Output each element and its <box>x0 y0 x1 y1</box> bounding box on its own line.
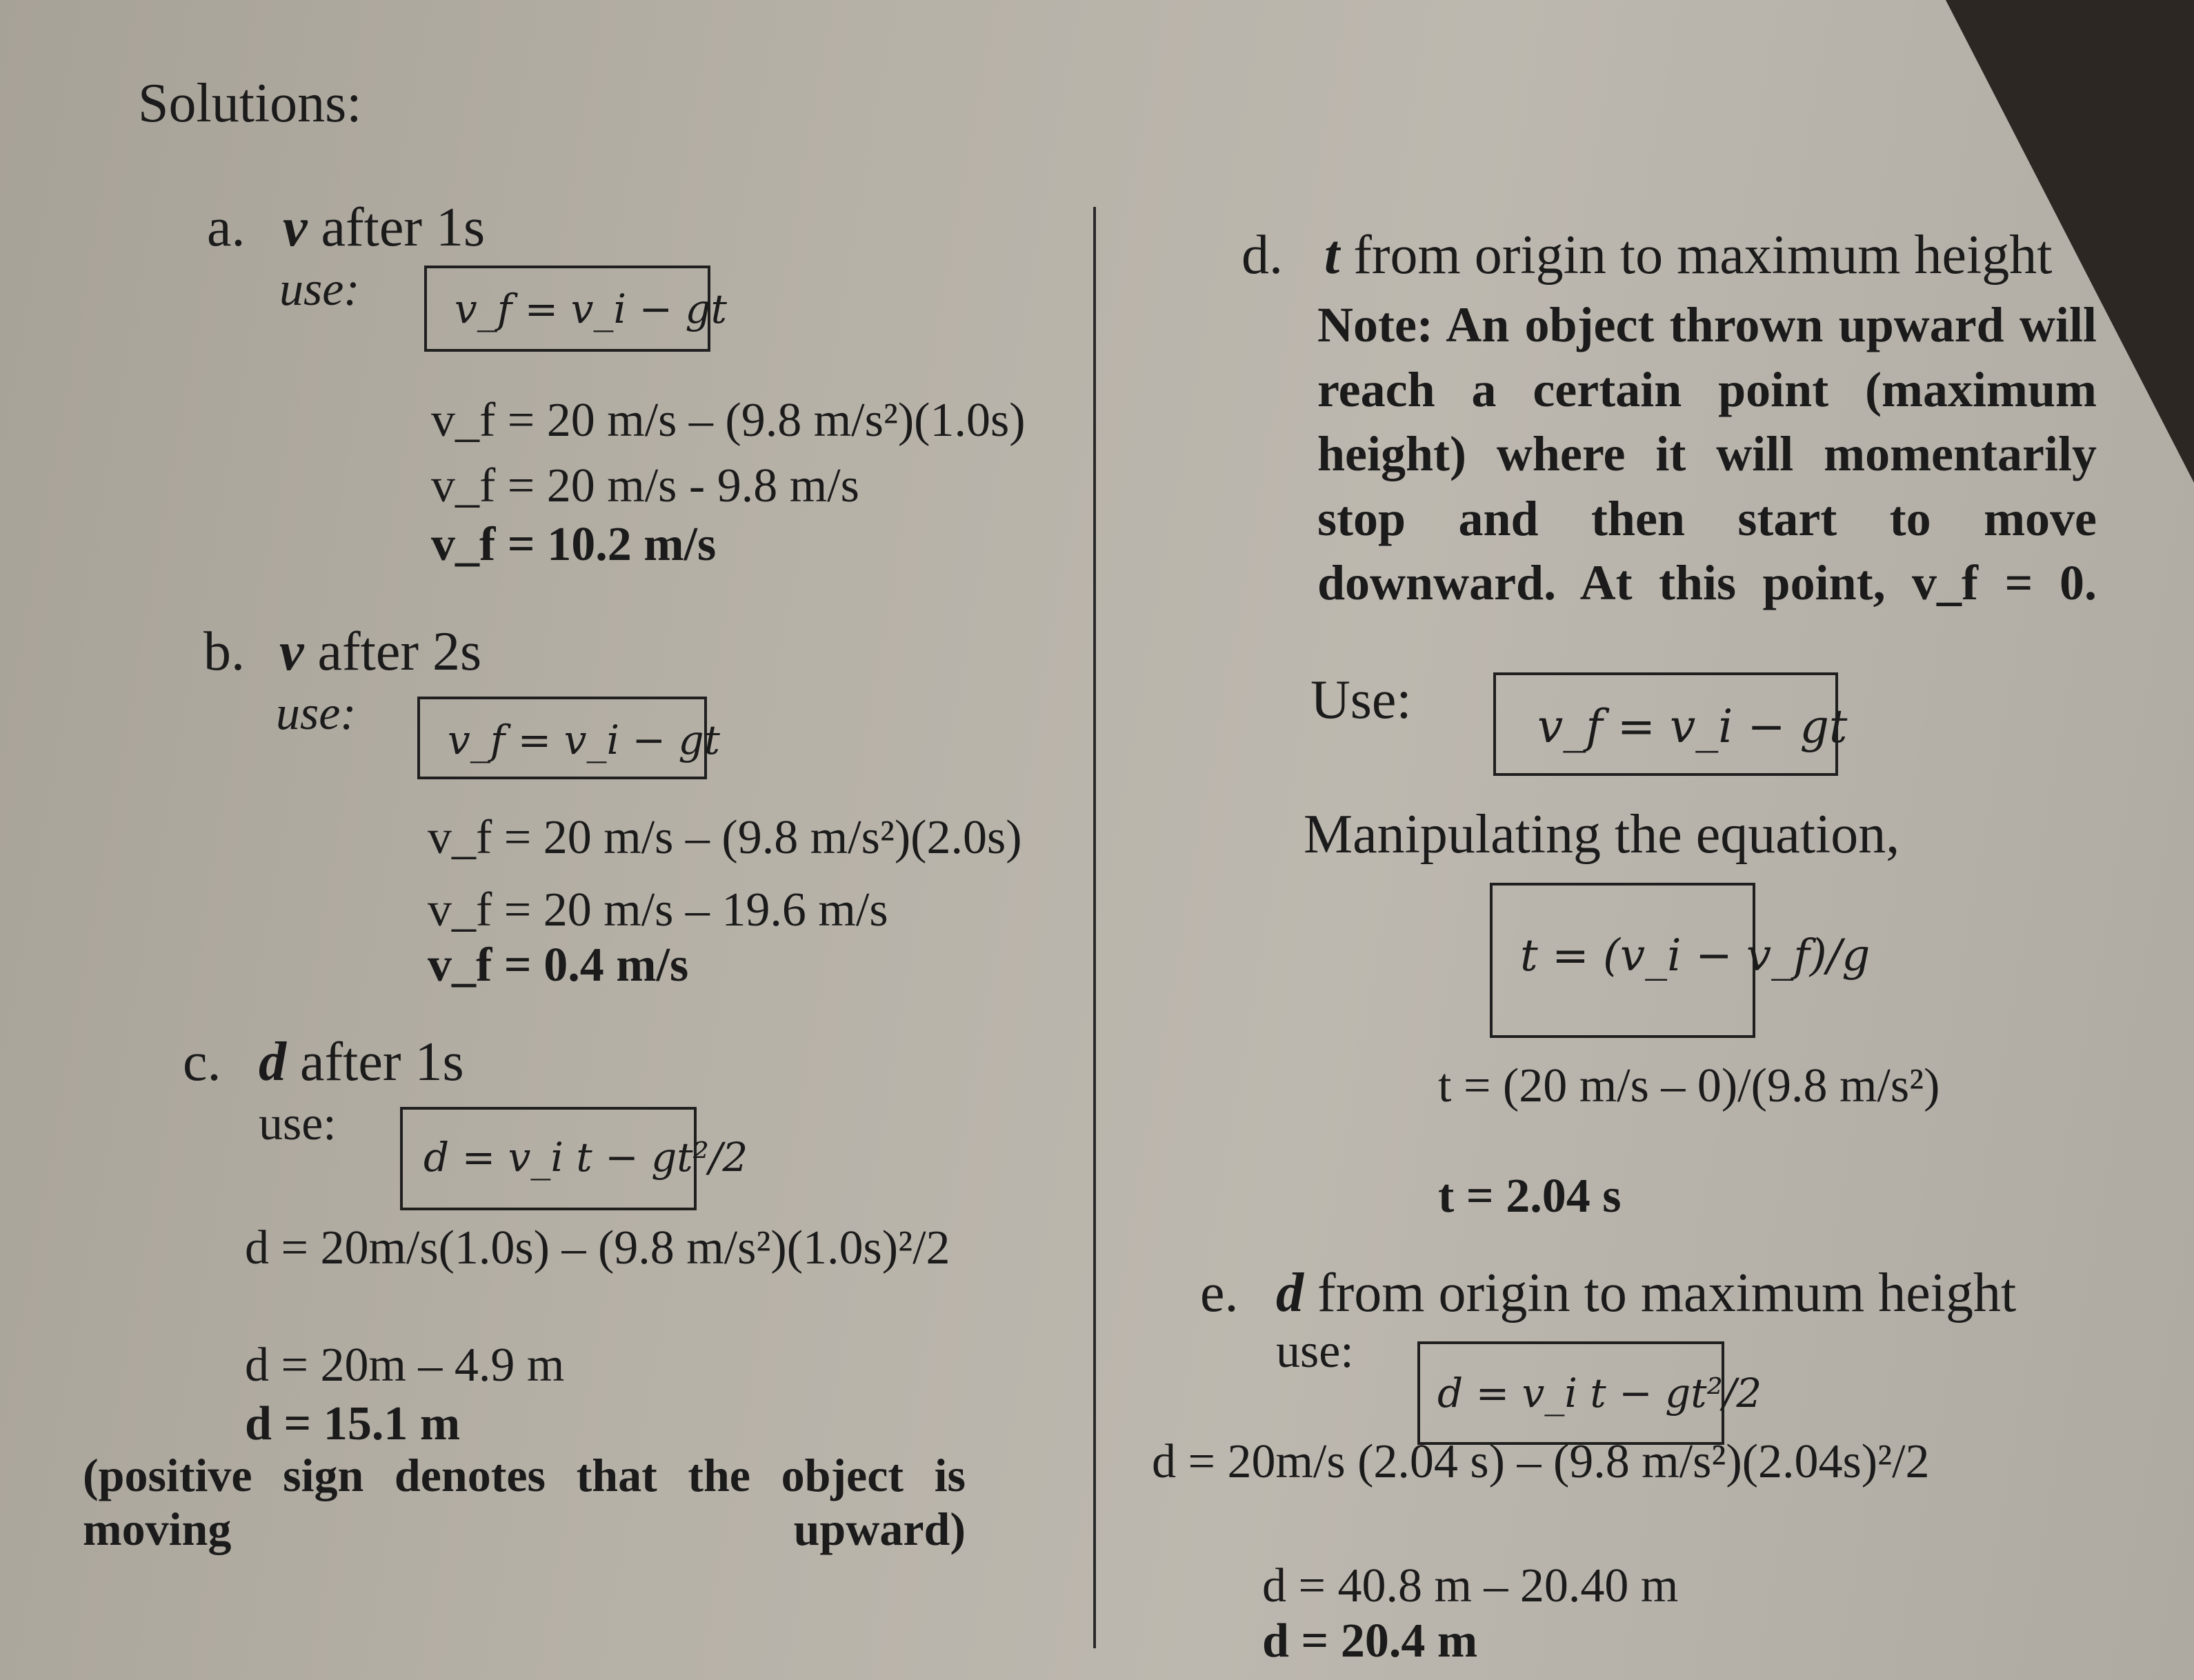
section-e-result: d = 20.4 m <box>1262 1614 1478 1668</box>
section-d-formula-box <box>1493 672 1848 776</box>
section-c-formula-box <box>400 1107 748 1210</box>
section-a-heading: v after 1s <box>283 197 486 258</box>
section-b-line2: v_f = 20 m/s – 19.6 m/s <box>428 883 888 937</box>
section-a-formula-box <box>424 266 727 352</box>
section-e-label: e. <box>1200 1263 1239 1323</box>
section-c-use-label: use: <box>259 1097 337 1150</box>
section-d-line1: t = (20 m/s – 0)/(9.8 m/s²) <box>1438 1059 1940 1112</box>
section-e-formula: d = v_i t − gt²/2 <box>1437 1370 1762 1417</box>
section-c-line1: d = 20m/s(1.0s) – (9.8 m/s²)(1.0s)²/2 <box>245 1221 950 1274</box>
section-c-result: d = 15.1 m <box>245 1397 461 1450</box>
section-d-result: t = 2.04 s <box>1438 1170 1622 1223</box>
section-b-heading: v after 2s <box>279 621 482 682</box>
section-d-label: d. <box>1241 225 1283 286</box>
section-c-line2: d = 20m – 4.9 m <box>245 1339 565 1392</box>
section-d-formula: v_f = v_i − gt <box>1537 700 1848 753</box>
section-e-heading: d from origin to maximum height <box>1276 1263 2017 1323</box>
section-c-formula: d = v_i t − gt²/2 <box>423 1134 748 1181</box>
section-b-formula: v_f = v_i − gt <box>448 717 720 763</box>
section-d-formula2-box <box>1490 883 1871 1038</box>
section-a-use-label: use: <box>279 263 360 316</box>
section-b-line1: v_f = 20 m/s – (9.8 m/s²)(2.0s) <box>428 811 1022 864</box>
section-d-formula2: t = (v_i − v_f)/g <box>1520 930 1871 981</box>
section-e-line1: d = 20m/s (2.04 s) – (9.8 m/s²)(2.04s)²/2 <box>1152 1435 1930 1488</box>
section-e-formula-box <box>1417 1341 1762 1445</box>
section-c-label: c. <box>183 1032 221 1092</box>
section-b-formula-box <box>417 697 720 779</box>
section-d-manip-text: Manipulating the equation, <box>1304 804 1900 865</box>
section-e-line2: d = 40.8 m – 20.40 m <box>1262 1559 1679 1612</box>
section-c-heading: d after 1s <box>259 1032 464 1092</box>
section-d-note: Note: An object thrown upward will reach a certain point (maximum height) where it will momentarily stop and then start to move downward. At this point, v_f = 0. <box>1317 297 2097 611</box>
section-d-heading: t from origin to maximum height <box>1324 225 2053 286</box>
section-e-use-label: use: <box>1276 1325 1354 1378</box>
section-a-result: v_f = 10.2 m/s <box>431 518 717 571</box>
page-title: Solutions: <box>138 73 362 134</box>
section-a-label: a. <box>207 197 246 258</box>
section-b-use-label: use: <box>276 687 357 740</box>
section-a-line2: v_f = 20 m/s - 9.8 m/s <box>431 459 859 512</box>
section-a-formula: v_f = v_i − gt <box>455 286 727 332</box>
section-b-result: v_f = 0.4 m/s <box>428 939 689 992</box>
section-c-note: (positive sign denotes that the object is moving upward) <box>83 1449 966 1556</box>
column-divider <box>1093 207 1096 1648</box>
section-b-label: b. <box>203 621 245 682</box>
section-d-use-label: Use: <box>1310 670 1412 730</box>
section-a-line1: v_f = 20 m/s – (9.8 m/s²)(1.0s) <box>431 394 1026 447</box>
